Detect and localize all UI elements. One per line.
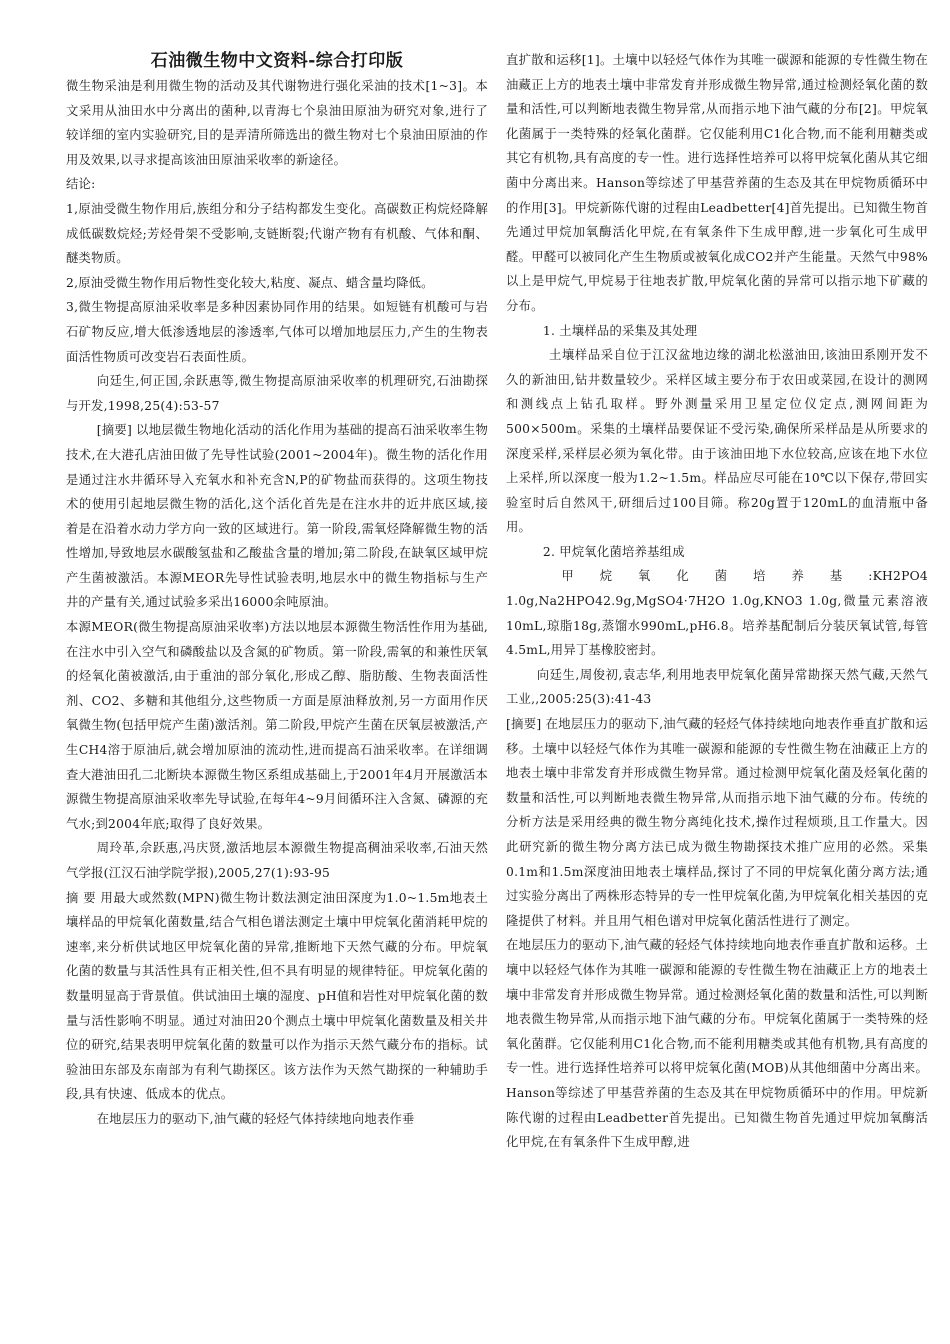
reference-citation: 向廷生,何正国,余跃惠等,微生物提高原油采收率的机理研究,石油勘探与开发,1998,25(4):53-57	[66, 374, 488, 413]
paragraph-body: 在地层压力的驱动下,油气藏的轻烃气体持续地向地表作垂	[96, 1111, 415, 1126]
paragraph-medium: 甲烷氧化菌培养基:KH2PO4 1.0g,Na2HPO42.9g,MgSO4·7H2O 1.0g,KNO3 1.0g,微量元素溶液10mL,琼脂18g,蒸馏水990mL,pH6.8。培养基配制后分装厌氧试管,每管4.5mL,用异丁基橡胶密封。	[506, 569, 928, 658]
reference-citation: 周玲革,佘跃惠,冯庆贤,激活地层本源微生物提高稠油采收率,石油天然气学报(江汉石油学院学报),2005,27(1):93-95	[66, 841, 488, 880]
paragraph-meor: 本源MEOR(微生物提高原油采收率)方法以地层本源微生物活性作用为基础,在注水中引入空气和磷酸盐以及含氮的矿物质。第一阶段,需氧的和兼性厌氧的烃氧化菌被激活,由于重油的部分氧化,形成乙醇、脂肪酸、生物表面活性剂、CO2、多糖和其他组分,这些物质一方面是原油释放剂,另一方面用作厌氧微生物(包括甲烷产生菌)激活剂。第二阶段,甲烷产生菌在厌氧层被激活,产生CH4溶于原油后,就会增加原油的流动性,进而提高石油采收率。在详细调查大港油田孔二北断块本源微生物区系组成基础上,于2001年4月开展激活本源微生物提高原油采收率先导试验,在每年4~9月间循环注入含氮、磷源的充气水;到2004年底;取得了良好效果。	[66, 620, 488, 831]
reference-citation: 向廷生,周俊初,袁志华,利用地表甲烷氧化菌异常勘探天然气藏,天然气工业,,2005:25(3):41-43	[506, 667, 928, 707]
right-column	[506, 48, 928, 1344]
paragraph-intro: 微生物采油是利用微生物的活动及其代谢物进行强化采油的技术[1~3]。本文采用从油田水中分离出的菌种,以青海七个泉油田原油为研究对象,进行了较详细的室内实验研究,目的是弄清所筛选出的微生物对七个泉油田原油的作用及效果,以寻求提高该油田原油采收率的新途径。	[66, 79, 488, 167]
paragraph-abstract-mpn: 摘 要 用最大或然数(MPN)微生物计数法测定油田深度为1.0~1.5m地表土壤样品的甲烷氧化菌数量,结合气相色谱法测定土壤中甲烷氧化菌消耗甲烷的速率,来分析供试地区甲烷氧化菌的异常,推断地下天然气藏的分布。甲烷氧化菌的数量与其活性具有正相关性,但不具有明显的规律特征。甲烷氧化菌的数量明显高于背景值。供试油田土壤的湿度、pH值和岩性对甲烷氧化菌的数量与活性影响不明显。通过对油田20个测点土壤中甲烷氧化菌数量及相关井位的研究,结果表明甲烷氧化菌的数量可以作为指示天然气藏分布的指标。试验油田东部及东南部为有利气勘探区。该方法作为天然气勘探的一种辅助手段,具有快速、低成本的优点。	[66, 890, 488, 1102]
paragraph-body: 直扩散和运移[1]。土壤中以轻烃气体作为其唯一碳源和能源的专性微生物在油藏正上方的地表土壤中非常发育并形成微生物异常,通过检测烃氧化菌的数量和活性,可以判断地表微生物异常,从而指示地下油气藏的分布[2]。甲烷氧化菌属于一类特殊的烃氧化菌群。它仅能利用C1化合物,而不能利用糖类或其它有机物,具有高度的专一性。进行选择性培养可以将甲烷氧化菌从其它细菌中分离出来。Hanson等综述了甲基营养菌的生态及其在甲烷物质循环中的作用[3]。甲烷新陈代谢的过程由Leadbetter[4]首先提出。已知微生物首先通过甲烷加氧酶活化甲烷,在有氧条件下生成甲醇,进一步氧化可生成甲醛。甲醛可以被同化产生生物质或被氧化成CO2并产生能量。天然气中98%以上是甲烷气,甲烷易于往地表扩散,甲烷氧化菌的异常可以指示地下矿藏的分布。	[506, 53, 928, 313]
paragraph-sampling: 土壤样品采自位于江汉盆地边缘的湖北松滋油田,该油田系刚开发不久的新油田,钻井数量较少。采样区域主要分布于农田或菜园,在设计的测网和测线点上钻孔取样。野外测量采用卫星定位仪定点,测网间距为500×500m。采集的土壤样品要保证不受污染,确保所采样品是从所要求的深度采样,采样层必须为氧化带。由于该油田地下水位较高,应该在地下水位上采样,所以深度一般为1.2~1.5m。样品应尽可能在10℃以下保存,带回实验室时后自然风干,研细后过100目筛。称20g置于120mL的血清瓶中备用。	[506, 348, 928, 535]
paragraph-conclusion-heading: 结论:	[66, 177, 96, 192]
paragraph-conclusion-1: 1,原油受微生物作用后,族组分和分子结构都发生变化。高碳数正构烷烃降解成低碳数烷烃;芳烃骨架不受影响,支链断裂;代谢产物有有机酸、气体和酮、醚类物质。	[66, 201, 488, 266]
paragraph-abstract: [摘要] 以地层微生物地化活动的活化作用为基础的提高石油采收率生物技术,在大港孔店油田做了先导性试验(2001~2004年)。微生物的活化作用是通过注水井循环导入充氧水和补充含N,P的矿物盐而获得的。这项生物技术的使用引起地层微生物的活化,这个活化首先是在注水井的近井底区域,接着是在沿着水动力学方向一致的区域进行。第一阶段,需氧烃降解微生物的活性增加,导致地层水碳酸氢盐和乙酸盐含量的增加;第二阶段,在缺氧区域甲烷产生菌被激活。本源MEOR先导性试验表明,地层水中的微生物指标与生产井的产量有关,通过试验多采出16000余吨原油。	[66, 423, 488, 610]
paragraph-body: 在地层压力的驱动下,油气藏的轻烃气体持续地向地表作垂直扩散和运移。土壤中以轻烃气体作为其唯一碳源和能源的专性微生物在油藏正上方的地表土壤中非常发育并形成微生物异常。通过检测烃氧化菌的数量和活性,可以判断地表微生物异常,从而指示地下油气藏的分布。甲烷氧化菌属于一类特殊的烃氧化菌群。它仅能利用C1化合物,而不能利用糖类或其他有机物,具有高度的专一性。进行选择性培养可以将甲烷氧化菌(MOB)从其他细菌中分离出来。Hanson等综述了甲基营养菌的生态及其在甲烷物质循环中的作用。甲烷新陈代谢的过程由Leadbetter首先提出。已知微生物首先通过甲烷加氧酶活化甲烷,在有氧条件下生成甲醇,进	[506, 938, 928, 1150]
paragraph-conclusion-3: 3,微生物提高原油采收率是多种因素协同作用的结果。如短链有机酸可与岩石矿物反应,增大低渗透地层的渗透率,气体可以增加地层压力,产生的生物表面活性物质可改变岩石表面性质。	[66, 300, 488, 364]
section-heading-2: 2. 甲烷氧化菌培养基组成	[542, 544, 685, 559]
left-column	[66, 48, 488, 1344]
document-title: 石油微生物中文资料-综合打印版	[150, 51, 404, 71]
section-heading-1: 1. 土壤样品的采集及其处理	[542, 323, 698, 338]
paragraph-conclusion-2: 2,原油受微生物作用后物性变化较大,粘度、凝点、蜡含量均降低。	[66, 275, 434, 290]
paragraph-abstract-mob: [摘要] 在地层压力的驱动下,油气藏的轻烃气体持续地向地表作垂直扩散和运移。土壤中以轻烃气体作为其唯一碳源和能源的专性微生物在油藏正上方的地表土壤中非常发育并形成微生物异常。通过检测甲烷氧化菌及烃氧化菌的数量和活性,可以判断地表微生物异常,从而指示地下油气藏的分布。传统的分析方法是采用经典的微生物分离纯化技术,操作过程烦琐,且工作量大。因此研究新的微生物分离方法已成为微生物勘探技术推广应用的必然。采集0.1m和1.5m深度油田地表土壤样品,探讨了不同的甲烷氧化菌分离方法;通过实验分离出了两株形态特异的专一性甲烷氧化菌,为甲烷氧化相关基因的克隆提供了材料。并且用气相色谱对甲烷氧化菌活性进行了测定。	[506, 717, 928, 928]
